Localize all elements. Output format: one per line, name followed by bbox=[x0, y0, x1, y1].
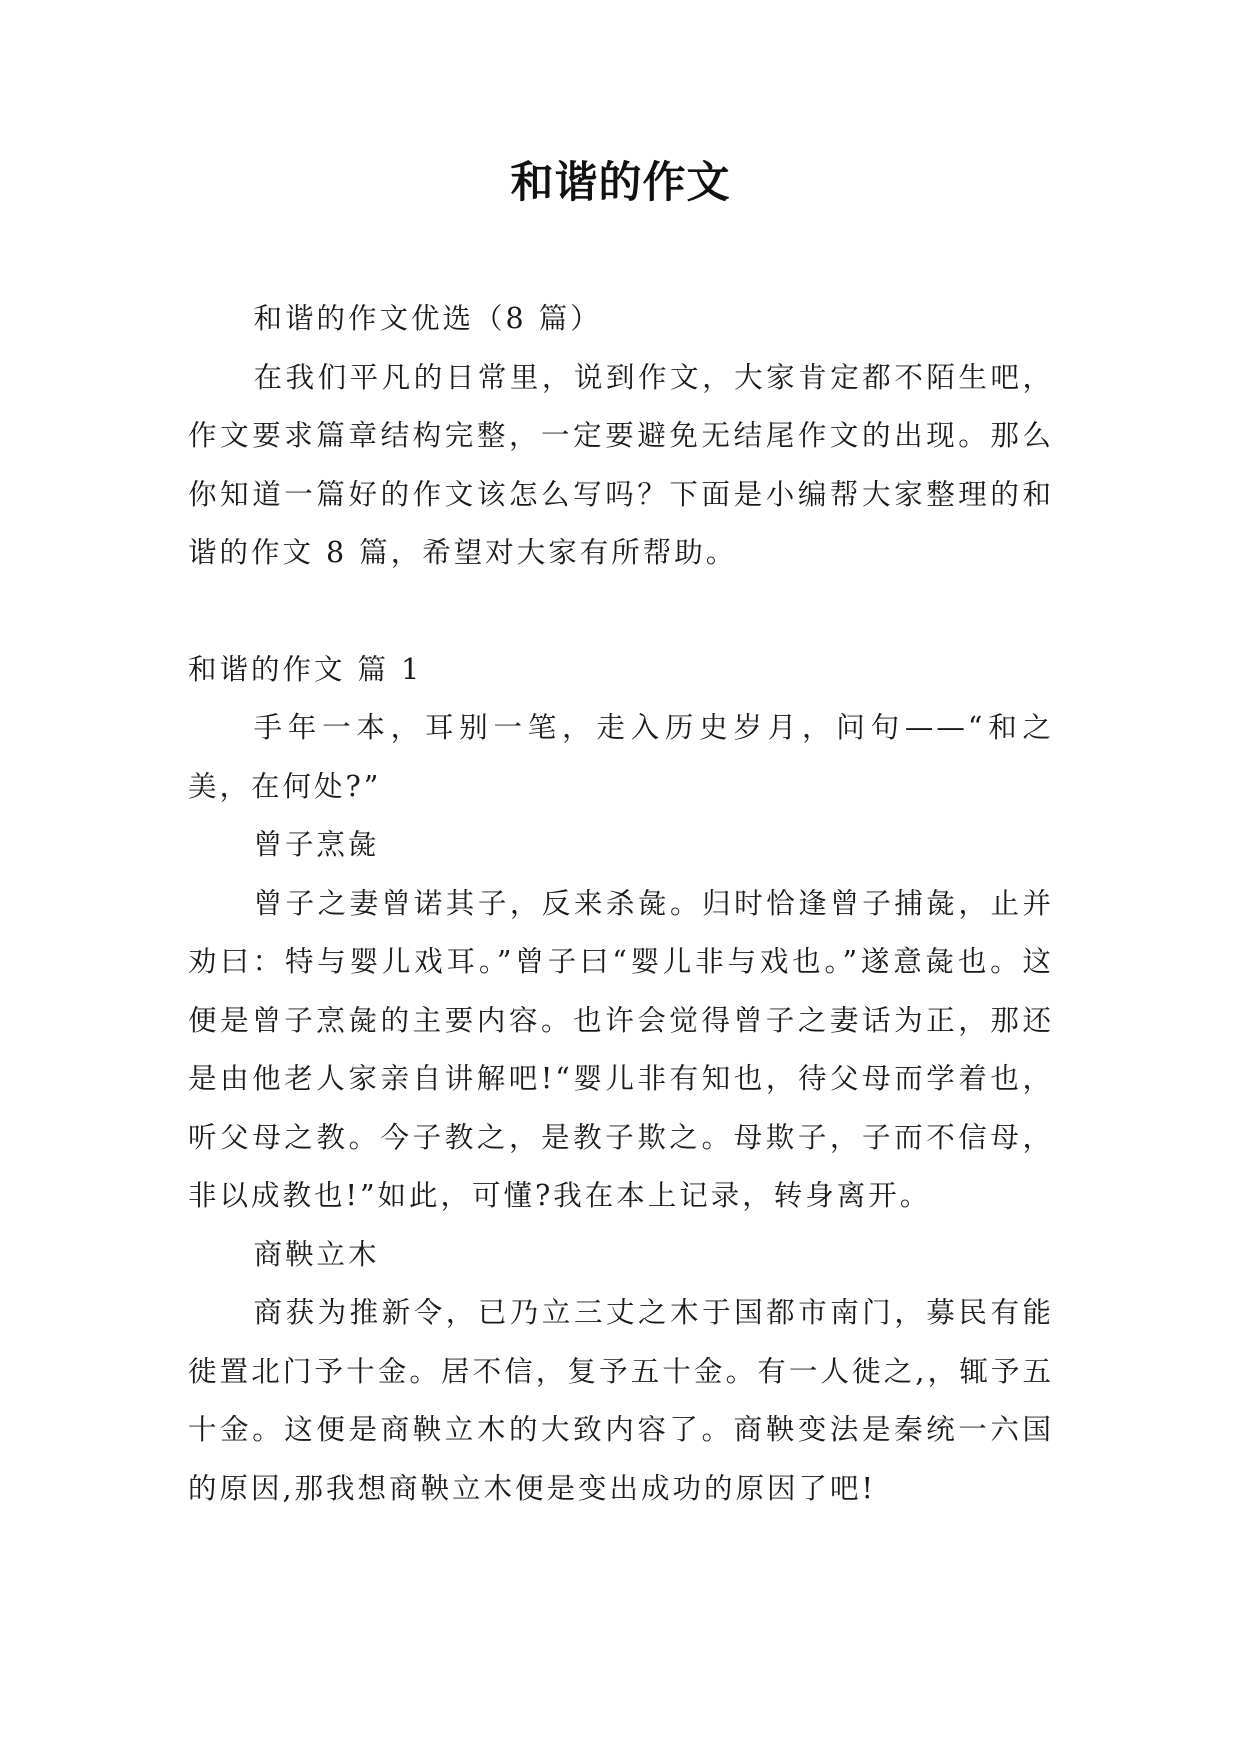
section-spacer bbox=[188, 583, 1054, 641]
section-heading: 和谐的作文 篇 1 bbox=[188, 652, 423, 686]
story-title-shangyang: 商鞅立木 bbox=[253, 1237, 380, 1271]
document-title: 和谐的作文 bbox=[510, 158, 731, 208]
story-text-shangyang: 商获为推新令，已乃立三丈之木于国都市南门，募民有能徙置北门予十金。居不信，复予五十金。有一人徙之,，辄予五十金。这便是商鞅立木的大致内容了。商鞅变法是秦统一六国的原因,那我想商鞅立木便是变出成功的原因了吧! bbox=[188, 1296, 1054, 1505]
opening-paragraph: 手年一本，耳别一笔，走入历史岁月，问句——“和之美，在何处?” bbox=[188, 711, 1054, 803]
intro-paragraph: 在我们平凡的日常里，说到作文，大家肯定都不陌生吧，作文要求篇章结构完整，一定要避免无结尾作文的出现。那么你知道一篇好的作文该怎么写吗？下面是小编帮大家整理的和谐的作文 8 篇，希望对大家有所帮助。 bbox=[188, 360, 1054, 569]
intro-heading: 和谐的作文优选（8 篇） bbox=[253, 302, 602, 335]
story-text-zengzi: 曾子之妻曾诺其子，反来杀彘。归时恰逢曾子捕彘，止并劝曰：特与婴儿戏耳。”曾子曰“婴儿非与戏也。”遂意彘也。这便是曾子烹彘的主要内容。也许会觉得曾子之妻话为正，那还是由他老人家亲自讲解吧!“婴儿非有知也，待父母而学着也，听父母之教。今子教之，是教子欺之。母欺子，子而不信母，非以成教也!”如此，可懂?我在本上记录，转身离开。 bbox=[188, 886, 1054, 1212]
story-title-zengzi: 曾子烹彘 bbox=[253, 828, 380, 861]
document-body bbox=[188, 290, 1054, 1518]
